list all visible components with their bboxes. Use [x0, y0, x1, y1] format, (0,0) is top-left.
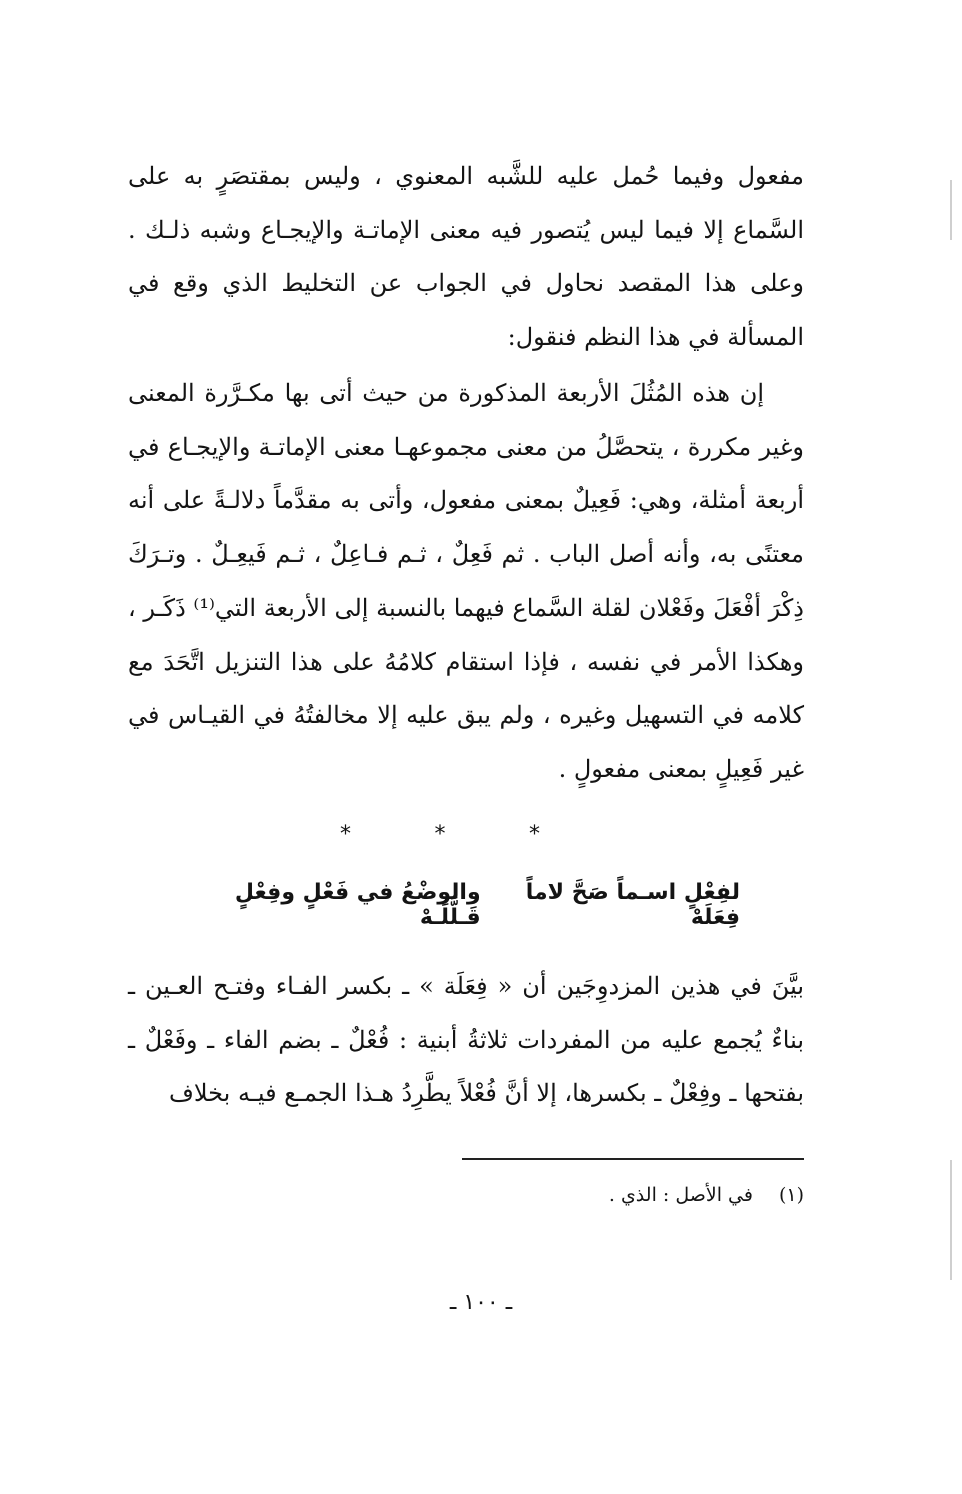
page-number: ـ ١٠٠ ـ	[449, 1290, 513, 1315]
paragraph-1: مفعول وفيما حُمل عليه للشَّبه المعنوي ، وليس بمقتصَرٍ به على السَّماع إلا فيما ليس يُتصور فيه معنى الإماتـة والإيجـاع وشبه ذلـك . وعلى هذا المقصد نحاول في الجواب عن التخليط الذي وقع في المسألة في هذا النظم فنقول:	[128, 162, 804, 352]
separator-star: *	[340, 822, 351, 847]
paragraph-2	[128, 367, 804, 797]
paragraph-2-text: إن هذه المُثُلَ الأربعة المذكورة من حيث أتى بها مكـرَّرة المعنى وغير مكررة ، يتحصَّلُ من معنى مجموعهـا معنى الإماتـة والإيجـاع في أربعة أمثلة، وهي: فَعِيلٌ بمعنى مفعول، وأتى به مقدَّماً دلالـةً على أنه معتنًى به، وأنه أصل الباب . ثم فَعِلٌ ، ثـم فـاعِلٌ ، ثـم فَيعِـلٌ . وتـرَكَ ذِكْرَ أفْعَلَ وفَعْلان لقلة السَّماع فيهما بالنسبة إلى الأربعة التي⁽¹⁾ ذَكَـر ، وهكذا الأمر في نفسه ، فإذا استقام كلامُهُ على هذا التنزيل اتَّحَدَ مع كلامه في التسهيل وغيره ، ولم يبق عليه إلا مخالفتُهُ في القيـاس في غير فَعِيلٍ بمعنى مفعولٍ .	[128, 379, 804, 783]
footnote-divider	[462, 1158, 804, 1160]
paragraph-3: بيَّنَ في هذين المزدوِجَين أن « فِعَلَة » ـ بكسر الفـاء وفتـح العـين ـ بناءٌ يُجمع عليه من المفردات ثلاثةُ أبنية : فُعْلٌ ـ بضم الفاء ـ وفَعْلٌ ـ بفتحها ـ وفِعْلٌ ـ بكسرها، إلا أنَّ فُعْلاً يطَّرِدُ هـذا الجمـع فيـه بخلاف	[128, 972, 804, 1108]
separator-star: *	[434, 822, 446, 847]
scan-edge-mark	[950, 180, 952, 240]
footnote	[609, 1184, 804, 1206]
separator-star: *	[529, 822, 540, 847]
footnote-text: في الأصل : الذي .	[608, 1184, 753, 1206]
verse-line	[180, 880, 740, 930]
verse-first-hemistich: لفِعْلٍ اسـماً صَحَّ لاماً فِعَلَهْ	[525, 880, 740, 930]
scan-edge-mark	[950, 1160, 952, 1280]
section-separator	[340, 822, 540, 852]
verse-second-hemistich: والوضْعُ في فَعْلٍ وفِعْلٍ قَـلَّلَـهْ	[234, 880, 481, 930]
footnote-marker: (١)	[778, 1184, 804, 1206]
